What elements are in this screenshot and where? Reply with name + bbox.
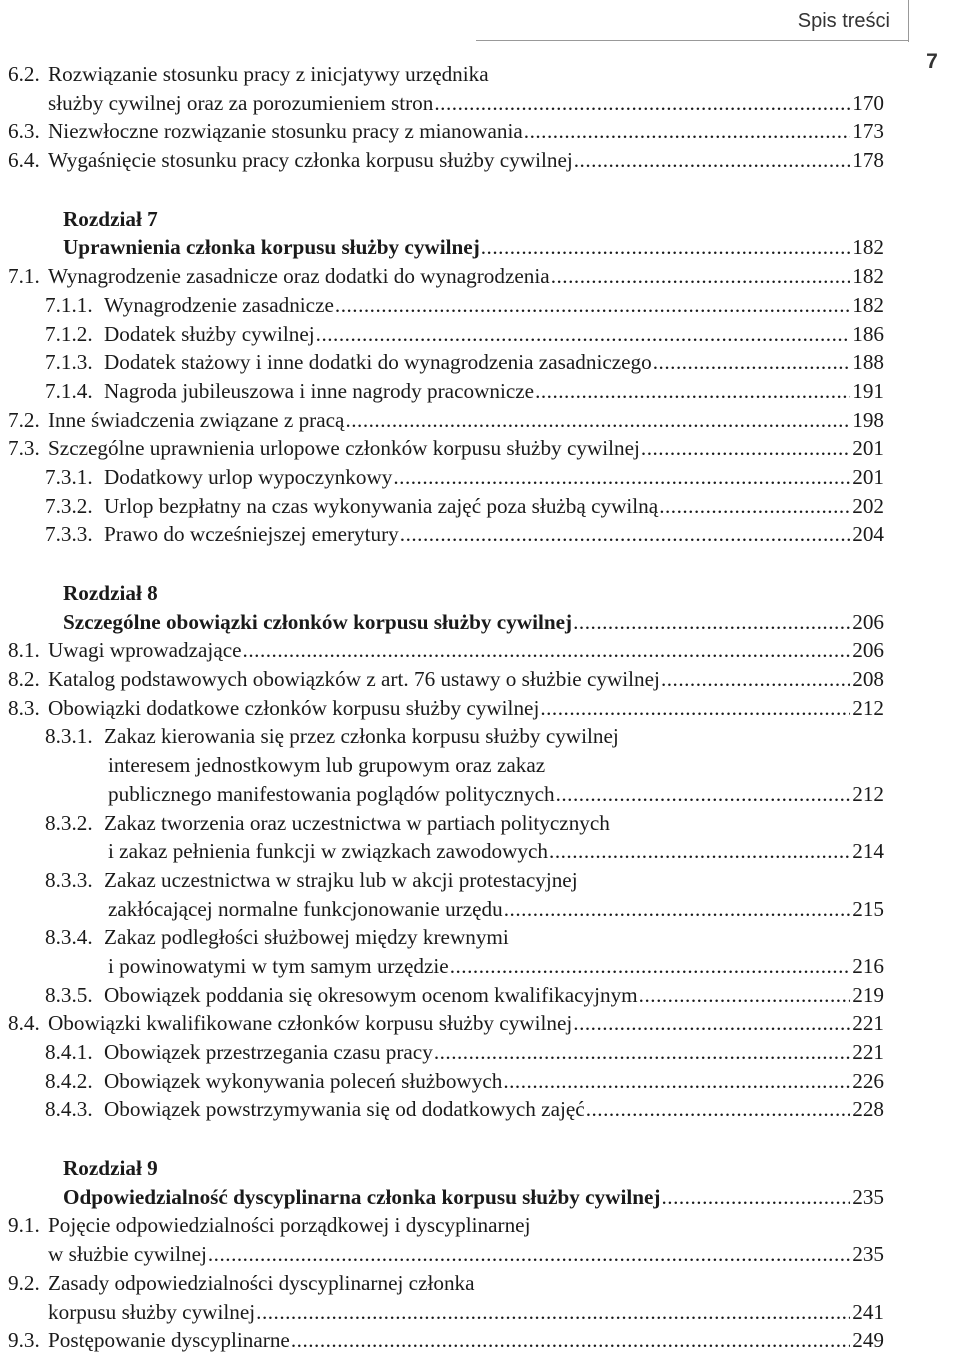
- toc-number: 9.2.: [8, 1270, 40, 1295]
- toc-page: 186: [852, 321, 884, 346]
- toc-entry: [8, 262, 884, 291]
- toc-entry: [8, 291, 884, 320]
- toc-title: i powinowatymi w tym samym urzędzie: [108, 953, 449, 978]
- toc-title: publicznego manifestowania poglądów politycznych: [108, 781, 555, 806]
- toc-leader: [256, 1298, 850, 1327]
- toc-number: 7.3.3.: [45, 522, 93, 547]
- toc-entry: [8, 694, 884, 723]
- toc-title: Rozwiązanie stosunku pracy z inicjatywy urzędnika: [48, 62, 489, 86]
- toc-page: 226: [852, 1068, 884, 1093]
- toc-leader: [641, 434, 850, 463]
- toc-entry: [8, 636, 884, 665]
- toc-leader: [639, 981, 851, 1010]
- toc-leader: [434, 1038, 850, 1067]
- toc-title: Postępowanie dyscyplinarne: [48, 1328, 290, 1353]
- toc-page: 204: [852, 522, 884, 547]
- toc-entry: [8, 60, 884, 89]
- toc-title: interesem jednostkowym lub grupowym oraz zakaz: [108, 753, 546, 778]
- toc-title: Zakaz tworzenia oraz uczestnictwa w partiach politycznych: [104, 810, 610, 835]
- header-side-rule: [908, 0, 909, 42]
- toc-title: Dodatek służby cywilnej: [104, 321, 315, 346]
- header-rule: [476, 40, 908, 41]
- chapter-title: Odpowiedzialność dyscyplinarna członka korpusu służby cywilnej: [63, 1184, 661, 1209]
- toc-entry: [8, 117, 884, 146]
- toc-entry: [8, 1067, 884, 1096]
- toc-title: Obowiązki kwalifikowane członków korpusu służby cywilnej: [48, 1011, 573, 1036]
- toc-number: 7.3.1.: [45, 464, 93, 489]
- toc-number: 7.1.: [8, 264, 40, 289]
- toc-page: 214: [852, 839, 884, 864]
- toc-title: Obowiązek przestrzegania czasu pracy: [104, 1040, 433, 1064]
- toc-number: 7.1.3.: [45, 350, 93, 375]
- toc-title: Obowiązek poddania się okresowym ocenom kwalifikacyjnym: [104, 982, 638, 1007]
- toc-leader: [335, 291, 850, 320]
- toc-number: 8.3.: [8, 695, 40, 720]
- toc-entry: [8, 665, 884, 694]
- toc-entry-continuation: [8, 1240, 884, 1269]
- toc-leader: [503, 1067, 850, 1096]
- toc-title: Dodatek stażowy i inne dodatki do wynagrodzenia zasadniczego: [104, 350, 652, 375]
- toc-number: 8.4.2.: [45, 1068, 93, 1093]
- toc-page: 182: [852, 235, 884, 260]
- chapter-number: Rozdział 7: [63, 206, 158, 231]
- toc-leader: [434, 89, 850, 118]
- toc-entry: [8, 348, 884, 377]
- toc-entry: [8, 320, 884, 349]
- toc-entry: [8, 1211, 884, 1240]
- toc-leader: [556, 780, 851, 809]
- toc-page: 198: [852, 407, 884, 432]
- running-header-title: Spis treści: [797, 10, 890, 32]
- toc-title: Zakaz podległości służbowej między krewnymi: [104, 925, 509, 950]
- toc-leader: [400, 520, 850, 549]
- toc-number: 8.2.: [8, 667, 40, 692]
- toc-chapter-entry: [8, 233, 884, 262]
- page-number: 7: [926, 50, 938, 73]
- toc-title: Obowiązek powstrzymywania się od dodatkowych zajęć: [104, 1097, 585, 1122]
- toc-number: 6.4.: [8, 148, 40, 173]
- chapter-number: Rozdział 9: [63, 1156, 158, 1181]
- toc-page: 212: [852, 781, 884, 806]
- toc-entry: [8, 520, 884, 549]
- toc-title: Zakaz kierowania się przez członka korpusu służby cywilnej: [104, 724, 619, 749]
- toc-page: 208: [852, 667, 884, 692]
- toc-title: zakłócającej normalne funkcjonowanie urzędu: [108, 896, 503, 921]
- toc-leader: [535, 377, 850, 406]
- toc-number: 9.1.: [8, 1213, 40, 1238]
- toc-number: 8.3.1.: [45, 724, 93, 749]
- toc-page: 235: [852, 1184, 884, 1209]
- toc-leader: [208, 1240, 850, 1269]
- toc-page: 178: [852, 148, 884, 173]
- chapter-number: Rozdział 8: [63, 581, 158, 605]
- toc-number: 8.4.: [8, 1011, 40, 1036]
- toc-number: 8.3.2.: [45, 810, 93, 835]
- toc-leader: [661, 1183, 850, 1212]
- toc-leader: [573, 608, 850, 637]
- toc-leader: [549, 837, 850, 866]
- toc-title: Szczególne uprawnienia urlopowe członków korpusu służby cywilnej: [48, 436, 640, 461]
- toc-number: 7.3.2.: [45, 493, 93, 518]
- chapter-title: Szczególne obowiązki członków korpusu służby cywilnej: [63, 609, 573, 634]
- toc-leader: [450, 952, 851, 981]
- toc-page: 201: [852, 464, 884, 489]
- toc-leader: [659, 492, 850, 521]
- toc-page: 235: [852, 1242, 884, 1267]
- toc-entry: [8, 981, 884, 1010]
- toc-number: 6.3.: [8, 119, 40, 144]
- toc-entry: [8, 434, 884, 463]
- toc-leader: [653, 348, 850, 377]
- toc-entry: [8, 1009, 884, 1038]
- toc-entry: [8, 406, 884, 435]
- toc-page: 206: [852, 638, 884, 663]
- toc-leader: [243, 636, 851, 665]
- toc-title: Obowiązek wykonywania poleceń służbowych: [104, 1068, 503, 1093]
- chapter-label: [8, 1154, 884, 1183]
- toc-leader: [661, 665, 850, 694]
- toc-leader: [540, 694, 850, 723]
- chapter-title: Uprawnienia członka korpusu służby cywilnej: [63, 235, 480, 260]
- toc-title: Zasady odpowiedzialności dyscyplinarnej członka: [48, 1270, 475, 1295]
- toc-title: Wynagrodzenie zasadnicze: [104, 292, 334, 317]
- toc-page: 219: [852, 982, 884, 1007]
- toc-title: Katalog podstawowych obowiązków z art. 76 ustawy o służbie cywilnej: [48, 667, 660, 692]
- toc-title: Prawo do wcześniejszej emerytury: [104, 522, 399, 547]
- toc-entry: [8, 463, 884, 492]
- toc-leader: [316, 320, 851, 349]
- toc-title: Uwagi wprowadzające: [48, 638, 242, 663]
- toc-entry: [8, 809, 884, 838]
- table-of-contents: [8, 60, 884, 1355]
- toc-entry: [8, 1095, 884, 1124]
- toc-page: 249: [852, 1328, 884, 1353]
- toc-number: 7.3.: [8, 436, 40, 461]
- toc-title: w służbie cywilnej: [48, 1242, 207, 1267]
- toc-title: służby cywilnej oraz za porozumieniem stron: [48, 90, 434, 115]
- toc-leader: [393, 463, 850, 492]
- toc-leader: [504, 895, 850, 924]
- toc-chapter-entry: [8, 608, 884, 637]
- toc-leader: [574, 146, 850, 175]
- toc-page: 216: [852, 953, 884, 978]
- toc-number: 6.2.: [8, 62, 40, 86]
- toc-entry: [8, 722, 884, 751]
- toc-leader: [524, 117, 850, 146]
- toc-title: Urlop bezpłatny na czas wykonywania zajęć poza służbą cywilną: [104, 493, 659, 518]
- toc-page: 221: [852, 1011, 884, 1036]
- chapter-label: [8, 579, 884, 608]
- toc-page: 170: [852, 90, 884, 115]
- toc-page: 221: [852, 1040, 884, 1064]
- toc-entry-continuation: [8, 751, 884, 780]
- toc-page: 228: [852, 1097, 884, 1122]
- toc-title: i zakaz pełnienia funkcji w związkach zawodowych: [108, 839, 549, 864]
- toc-page: 215: [852, 896, 884, 921]
- toc-page: 202: [852, 493, 884, 518]
- toc-number: 7.1.1.: [45, 292, 93, 317]
- toc-title: Zakaz uczestnictwa w strajku lub w akcji protestacyjnej: [104, 867, 578, 892]
- toc-title: Wynagrodzenie zasadnicze oraz dodatki do wynagrodzenia: [48, 264, 550, 289]
- toc-page: 182: [852, 264, 884, 289]
- toc-number: 7.1.2.: [45, 321, 93, 346]
- chapter-label: [8, 205, 884, 234]
- toc-entry-continuation: [8, 952, 884, 981]
- toc-entry: [8, 492, 884, 521]
- toc-number: 7.2.: [8, 407, 40, 432]
- toc-entry: [8, 1326, 884, 1355]
- toc-title: Dodatkowy urlop wypoczynkowy: [104, 464, 393, 489]
- toc-page: 173: [852, 119, 884, 144]
- toc-entry: [8, 866, 884, 895]
- toc-entry-continuation: [8, 780, 884, 809]
- toc-page: 182: [852, 292, 884, 317]
- toc-entry-continuation: [8, 1298, 884, 1327]
- toc-number: 9.3.: [8, 1328, 40, 1353]
- toc-title: Inne świadczenia związane z pracą: [48, 407, 345, 432]
- toc-number: 8.4.3.: [45, 1097, 93, 1122]
- toc-number: 7.1.4.: [45, 378, 93, 403]
- toc-entry-continuation: [8, 895, 884, 924]
- toc-entry: [8, 1269, 884, 1298]
- toc-title: Pojęcie odpowiedzialności porządkowej i dyscyplinarnej: [48, 1213, 531, 1238]
- toc-leader: [551, 262, 851, 291]
- toc-entry: [8, 146, 884, 175]
- toc-leader: [345, 406, 850, 435]
- toc-spacer: [8, 1124, 884, 1154]
- toc-number: 8.3.5.: [45, 982, 93, 1007]
- toc-entry: [8, 923, 884, 952]
- toc-chapter-entry: [8, 1183, 884, 1212]
- toc-spacer: [8, 175, 884, 205]
- toc-leader: [481, 233, 850, 262]
- toc-title: Wygaśnięcie stosunku pracy członka korpusu służby cywilnej: [48, 148, 573, 173]
- toc-entry: [8, 1038, 884, 1067]
- toc-number: 8.4.1.: [45, 1040, 93, 1064]
- toc-entry: [8, 377, 884, 406]
- toc-page: 212: [852, 695, 884, 720]
- toc-leader: [586, 1095, 851, 1124]
- toc-spacer: [8, 549, 884, 579]
- toc-title: Obowiązki dodatkowe członków korpusu służby cywilnej: [48, 695, 540, 720]
- toc-leader: [291, 1326, 850, 1355]
- toc-number: 8.3.3.: [45, 867, 93, 892]
- toc-number: 8.1.: [8, 638, 40, 663]
- toc-title: Niezwłoczne rozwiązanie stosunku pracy z mianowania: [48, 119, 523, 144]
- toc-page: 201: [852, 436, 884, 461]
- toc-page: 241: [852, 1299, 884, 1324]
- toc-leader: [573, 1009, 850, 1038]
- toc-page: 188: [852, 350, 884, 375]
- toc-page: 191: [852, 378, 884, 403]
- toc-number: 8.3.4.: [45, 925, 93, 950]
- toc-title: korpusu służby cywilnej: [48, 1299, 256, 1324]
- toc-page: 206: [852, 609, 884, 634]
- toc-entry: [8, 89, 884, 118]
- toc-entry-continuation: [8, 837, 884, 866]
- toc-title: Nagroda jubileuszowa i inne nagrody pracownicze: [104, 378, 535, 403]
